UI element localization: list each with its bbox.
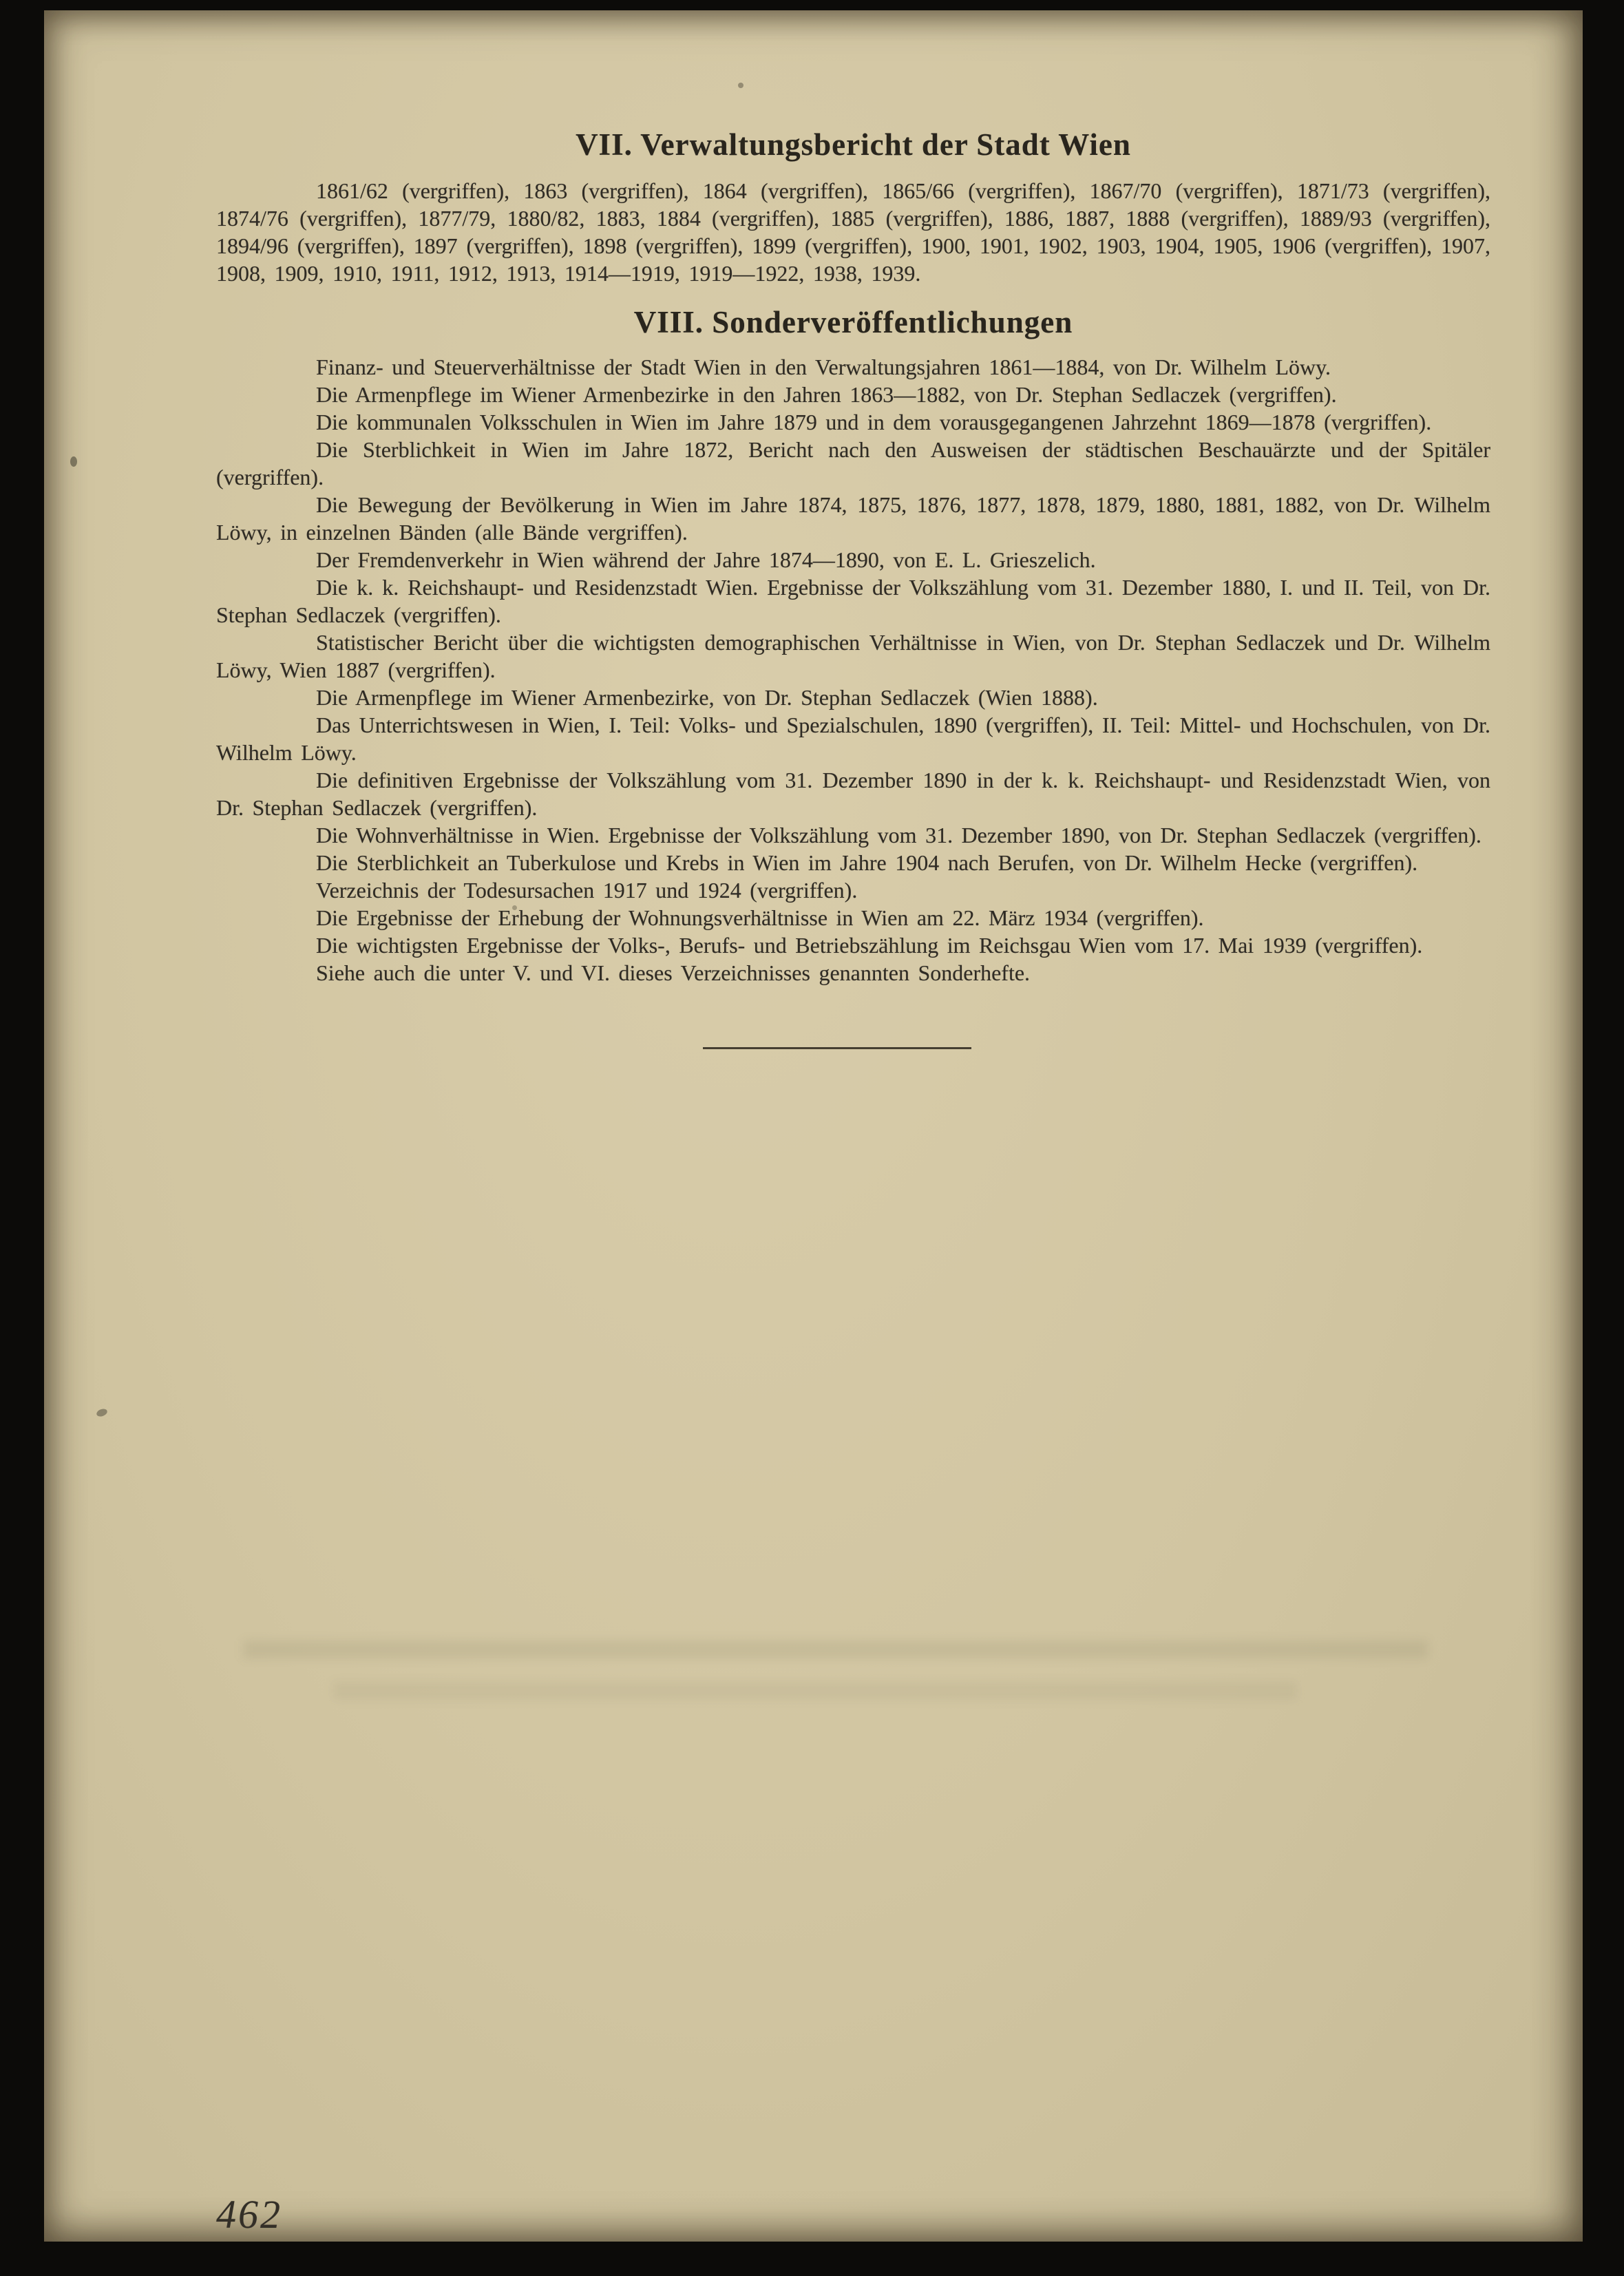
publication-item: Die wichtigsten Ergebnisse der Volks-, Berufs- und Betriebszählung im Reichsgau Wien vom 17. Mai 1939 (vergriffen). <box>316 933 1423 958</box>
section-viii-heading: VIII. Sonderveröffentlichungen <box>633 305 1073 339</box>
ink-speck <box>738 83 744 88</box>
section-divider <box>703 1047 971 1049</box>
publication-item: Das Unterrichtswesen in Wien, I. Teil: Volks- und Spezialschulen, 1890 (vergriffen), II. Teil: Mittel- und Hochschulen, von Dr. Wilhelm Löwy. <box>216 713 1490 765</box>
paper <box>44 10 1583 2242</box>
page-number: 462 <box>216 2192 282 2237</box>
ink-speck <box>96 1408 108 1418</box>
publication-item: Finanz- und Steuerverhältnisse der Stadt Wien in den Verwaltungsjahren 1861—1884, von Dr. Wilhelm Löwy. <box>316 355 1331 379</box>
publication-item: Die k. k. Reichshaupt- und Residenzstadt Wien. Ergebnisse der Volkszählung vom 31. Dezember 1880, I. und II. Teil, von Dr. Stephan Sedlaczek (vergriffen). <box>216 575 1490 627</box>
publication-item: Die Sterblichkeit an Tuberkulose und Krebs in Wien im Jahre 1904 nach Berufen, von Dr. Wilhelm Hecke (vergriffen). <box>316 850 1418 875</box>
publication-item: Der Fremdenverkehr in Wien während der Jahre 1874—1890, von E. L. Grieszelich. <box>316 547 1096 572</box>
publication-item: Verzeichnis der Todesursachen 1917 und 1924 (vergriffen). <box>316 878 858 903</box>
publication-item: Die Bewegung der Bevölkerung in Wien im Jahre 1874, 1875, 1876, 1877, 1878, 1879, 1880, 1881, 1882, von Dr. Wilhelm Löwy, in einzelnen Bänden (alle Bände vergriffen). <box>216 492 1490 545</box>
publication-item: Die Sterblichkeit in Wien im Jahre 1872, Bericht nach den Ausweisen der städtischen Beschauärzte und der Spitäler (vergriffen). <box>216 437 1490 489</box>
publication-item: Die kommunalen Volksschulen in Wien im Jahre 1879 und in dem vorausgegangenen Jahrzehnt 1869—1878 (vergriffen). <box>316 410 1432 434</box>
publication-item: Die Wohnverhältnisse in Wien. Ergebnisse der Volkszählung vom 31. Dezember 1890, von Dr. Stephan Sedlaczek (vergriffen). <box>316 823 1481 847</box>
section-vii-heading: VII. Verwaltungsbericht der Stadt Wien <box>576 127 1131 162</box>
publication-item: Siehe auch die unter V. und VI. dieses Verzeichnisses genannten Sonderhefte. <box>316 960 1031 985</box>
ink-speck <box>512 905 517 910</box>
ink-speck <box>70 456 77 467</box>
page-content <box>216 10 1490 1049</box>
publication-item: Die Ergebnisse der Erhebung der Wohnungsverhältnisse in Wien am 22. März 1934 (vergriffen). <box>316 905 1204 930</box>
section-vii-body: 1861/62 (vergriffen), 1863 (vergriffen), 1864 (vergriffen), 1865/66 (vergriffen), 1867/70 (vergriffen), 1871/73 (vergriffen), 1874/76 (vergriffen), 1877/79, 1880/82, 1883, 1884 (vergriffen), 1885 (vergriffen), 1886, 1887, 1888 (vergriffen), 1889/93 (vergriffen), 1894/96 (vergriffen), 1897 (vergriffen), 1898 (vergriffen), 1899 (vergriffen), 1900, 1901, 1902, 1903, 1904, 1905, 1906 (vergriffen), 1907, 1908, 1909, 1910, 1911, 1912, 1913, 1914—1919, 1919—1922, 1938, 1939. <box>216 178 1490 286</box>
publication-item: Die Armenpflege im Wiener Armenbezirke, von Dr. Stephan Sedlaczek (Wien 1888). <box>316 685 1098 710</box>
publication-item: Die definitiven Ergebnisse der Volkszählung vom 31. Dezember 1890 in der k. k. Reichshaupt- und Residenzstadt Wien, von Dr. Stephan Sedlaczek (vergriffen). <box>216 768 1490 820</box>
publication-item: Statistischer Bericht über die wichtigsten demographischen Verhältnisse in Wien, von Dr. Stephan Sedlaczek und Dr. Wilhelm Löwy, Wien 1887 (vergriffen). <box>216 630 1490 682</box>
page-showthrough-smudge <box>333 1682 1297 1700</box>
publication-item: Die Armenpflege im Wiener Armenbezirke in den Jahren 1863—1882, von Dr. Stephan Sedlaczek (vergriffen). <box>316 382 1337 407</box>
page-showthrough-smudge <box>244 1641 1428 1658</box>
